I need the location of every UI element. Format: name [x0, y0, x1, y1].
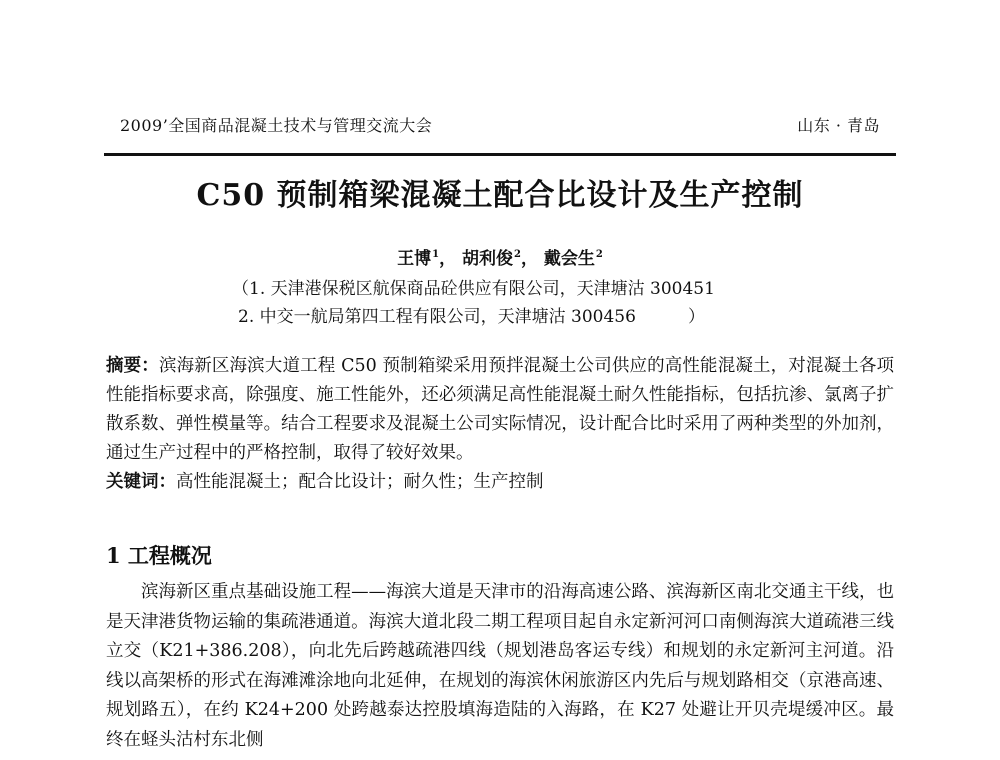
author-name: 王博 — [397, 249, 432, 269]
author-affiliation-mark: 2 — [595, 249, 603, 261]
running-header — [120, 113, 880, 136]
affiliation-1: （1. 天津港保税区航保商品砼供应有限公司，天津塘沽 300451 — [232, 279, 715, 299]
author-name: 戴会生 — [543, 249, 595, 269]
abstract-label: 摘要： — [106, 356, 159, 376]
section-heading: 1 工程概况 — [106, 543, 212, 568]
header-rule — [104, 153, 896, 156]
affiliation-2-text: 2. 中交一航局第四工程有限公司，天津塘沽 300456 — [238, 307, 636, 327]
section-paragraph: 滨海新区重点基础设施工程——海滨大道是天津市的沿海高速公路、滨海新区南北交通主干线，也是天津港货物运输的集疏港通道。海滨大道北段二期工程项目起自永定新河河口南侧海滨大道疏港三线立交（K21+386.208），向北先后跨越疏港四线（规划港岛客运专线）和规划的永定新河主河道。沿线以高架桥的形式在海滩滩涂地向北延伸，在规划的海滨休闲旅游区内先后与规划路相交（京港高速、规划路五），在约 K24+200 处跨越泰达控股填海造陆的入海路，在 K27 处避让开贝壳堤缓冲区。最终在蛏头沽村东北侧 — [106, 582, 894, 750]
conference-location: 山东 · 青岛 — [797, 116, 880, 135]
keywords — [106, 468, 894, 497]
paper-title: C50 预制箱梁混凝土配合比设计及生产控制 — [196, 178, 804, 213]
author-affiliation-mark: 2 — [514, 249, 521, 261]
keywords-label: 关键词： — [106, 472, 176, 492]
keywords-text: 高性能混凝土；配合比设计；耐久性；生产控制 — [176, 472, 544, 492]
author-affiliation-mark: 1 — [432, 249, 440, 261]
affiliation-close-paren: ） — [687, 307, 705, 327]
author-list: 王博$^1$， 胡利俊$^2$， 戴会生$^2$ — [397, 249, 603, 269]
abstract-text: 滨海新区海滨大道工程 C50 预制箱梁采用预拌混凝土公司供应的高性能混凝土，对混凝土各项性能指标要求高，除强度、施工性能外，还必须满足高性能混凝土耐久性能指标，包括抗渗、氯离子扩散系数、弹性模量等。结合工程要求及混凝土公司实际情况，设计配合比时采用了两种类型的外加剂，通过生产过程中的严格控制，取得了较好效果。 — [106, 356, 895, 463]
abstract — [106, 352, 894, 468]
author-name: 胡利俊 — [462, 249, 514, 269]
affiliation-2 — [238, 302, 705, 327]
conference-name: 2009’全国商品混凝土技术与管理交流大会 — [120, 116, 433, 135]
